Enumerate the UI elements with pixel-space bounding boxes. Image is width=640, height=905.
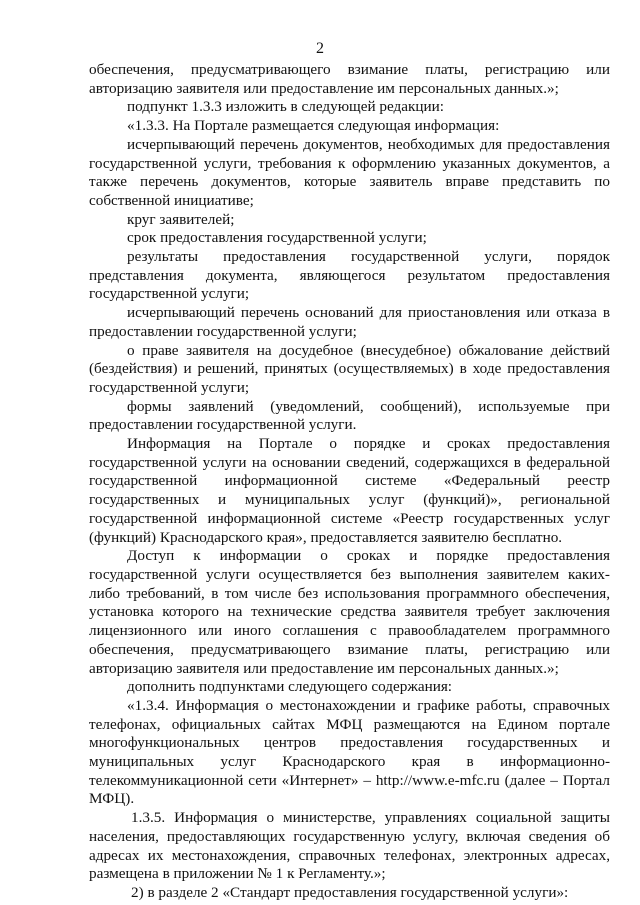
paragraph: Информация на Портале о порядке и сроках предоставления государственной услуги на основании сведений, содержащихся в федеральной государственной информационной системе «Федеральный реестр государственных и муниципальных услуг (функций)», региональной государственной информационной системе «Реестр государственных услуг (функций) Краснодарского края», предоставляется заявителю бесплатно.	[89, 435, 610, 546]
paragraph: формы заявлений (уведомлений, сообщений), используемые при предоставлении государственной услуги.	[89, 397, 610, 434]
paragraph: круг заявителей;	[127, 210, 235, 228]
paragraph: исчерпывающий перечень документов, необходимых для предоставления государственной услуги, требования к оформлению указанных документов, а также перечень документов, которые заявитель вправе представить по собственной инициативе;	[89, 135, 610, 209]
paragraph: результаты предоставления государственной услуги, порядок представления документа, являющегося результатом предоставления государственной услуги;	[89, 248, 610, 303]
paragraph: подпункт 1.3.3 изложить в следующей редакции:	[127, 98, 444, 116]
paragraph: Доступ к информации о сроках и порядке предоставления государственной услуги осуществляется без выполнения заявителем каких-либо требований, в том числе без использования программного обеспечения, установка которого на технические средства заявителя требует заключения лицензионного или иного соглашения с правообладателем программного обеспечения, предусматривающего взимание платы, регистрацию или авторизацию заявителя или предоставление им персональных данных.»;	[89, 547, 610, 677]
paragraph: «1.3.4. Информация о местонахождении и графике работы, справочных телефонах, официальных сайтах МФЦ размещаются на Едином портале многофункциональных центров предоставления государственных и муниципальных услуг Краснодарского края в информационно-телекоммуникационной сети «Интернет» – http://www.e-mfc.ru (далее – Портал МФЦ).	[89, 696, 610, 808]
paragraph: о праве заявителя на досудебное (внесудебное) обжалование действий (бездействия) и решений, принятых (осуществляемых) в ходе предоставления государственной услуги;	[89, 341, 610, 396]
paragraph: исчерпывающий перечень оснований для приостановления или отказа в предоставлении государственной услуги;	[89, 304, 610, 340]
paragraph: обеспечения, предусматривающего взимание платы, регистрацию или авторизацию заявителя или предоставление им персональных данных.»;	[89, 61, 610, 97]
page-number: 2	[316, 40, 324, 57]
paragraph: «1.3.3. На Портале размещается следующая информация:	[127, 117, 500, 135]
paragraph: дополнить подпунктами следующего содержания:	[127, 678, 453, 696]
document-body	[89, 61, 610, 903]
paragraph: срок предоставления государственной услуги;	[127, 229, 427, 247]
paragraph: 1.3.5. Информация о министерстве, управлениях социальной защиты населения, предоставляющих государственную услугу, включая сведения об адресах их местонахождения, справочных телефонах, электронных адресах, размещена в приложении № 1 к Регламенту.»;	[89, 809, 610, 883]
paragraph: 2) в разделе 2 «Стандарт предоставления государственной услуги»:	[131, 883, 569, 901]
